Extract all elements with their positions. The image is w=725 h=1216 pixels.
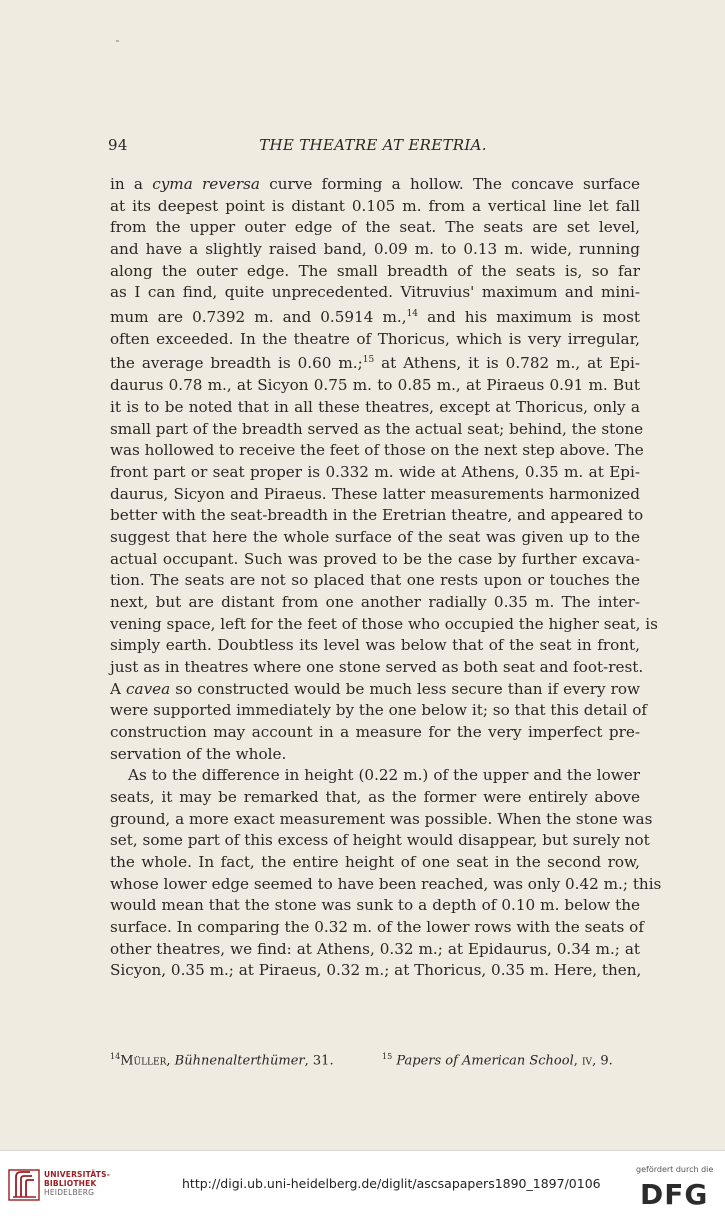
text-line: from the upper outer edge of the seat. The seats are set level, xyxy=(110,218,640,237)
text-line: suggest that here the whole surface of the seat was given up to the xyxy=(110,527,640,546)
text-line: mum are 0.7392 m. and 0.5914 m.,$^{14}$ and his maximum is most xyxy=(110,308,641,327)
text-line: small part of the breadth served as the actual seat; behind, the stone xyxy=(110,419,644,438)
text-line: construction may account in a measure for the very imperfect pre- xyxy=(110,722,640,741)
library-city: HEIDELBERG xyxy=(44,1188,95,1197)
text-line: actual occupant. Such was proved to be the case by further excava- xyxy=(110,549,640,568)
text-line: vening space, left for the feet of those who occupied the higher seat, is xyxy=(110,614,658,633)
text-line: tion. The seats are not so placed that one rests upon or touches the xyxy=(110,571,640,590)
text-line: would mean that the stone was sunk to a depth of 0.10 m. below the xyxy=(110,896,640,915)
text-line: servation of the whole. xyxy=(110,744,287,763)
text-line: daurus, Sicyon and Piraeus. These latter measurements harmonized xyxy=(110,484,640,503)
library-name xyxy=(44,1170,110,1197)
library-name-line1: UNIVERSITÄTS- xyxy=(44,1170,111,1179)
text-line: at its deepest point is distant 0.105 m. from a vertical line let fall xyxy=(110,196,640,215)
text-line: surface. In comparing the 0.32 m. of the lower rows with the seats of xyxy=(110,917,644,936)
funded-by-label: gefördert durch die xyxy=(636,1165,714,1174)
text-line: seats, it may be remarked that, as the former were entirely above xyxy=(110,787,640,806)
text-line: ground, a more exact measurement was possible. When the stone was xyxy=(110,809,653,828)
text-line: set, some part of this excess of height would disappear, but surely not xyxy=(110,831,650,850)
text-line: As to the difference in height (0.22 m.) of the upper and the lower xyxy=(128,766,640,785)
text-line: as I can find, quite unprecedented. Vitruvius' maximum and mini- xyxy=(110,283,640,302)
text-line: other theatres, we find: at Athens, 0.32 m.; at Epidaurus, 0.34 m.; at xyxy=(110,939,640,958)
text-line: A cavea so constructed would be much less secure than if every row xyxy=(110,679,641,698)
body-text xyxy=(110,174,662,982)
dfg-logo-icon xyxy=(638,1178,714,1208)
footnote-14: $^{14}$Müller, Bühnenalterthümer, 31. xyxy=(110,1052,334,1069)
footnote-15: $^{15}$ Papers of American School, iv, 9. xyxy=(382,1052,613,1069)
text-line: in a cyma reversa curve forming a hollow. The concave surface xyxy=(110,175,640,193)
library-name-line2: BIBLIOTHEK xyxy=(44,1179,97,1188)
library-footer-bar xyxy=(0,1150,725,1216)
running-head xyxy=(108,133,638,157)
text-line: along the outer edge. The small breadth of the seats is, so far xyxy=(110,261,640,280)
text-line: the whole. In fact, the entire height of one seat in the second row, xyxy=(110,852,640,871)
text-line: the average breadth is 0.60 m.;$^{15}$ at Athens, it is 0.782 m., at Epi- xyxy=(110,354,641,373)
text-line: and have a slightly raised band, 0.09 m. to 0.13 m. wide, running xyxy=(110,240,640,259)
text-line: was hollowed to receive the feet of those on the next step above. The xyxy=(110,441,644,460)
university-library-logo-icon xyxy=(8,1167,40,1201)
footnotes xyxy=(110,1047,640,1067)
page-number: 94 xyxy=(108,136,128,154)
text-line: whose lower edge seemed to have been reached, was only 0.42 m.; this xyxy=(110,874,662,893)
scan-speck xyxy=(116,40,119,42)
text-line: daurus 0.78 m., at Sicyon 0.75 m. to 0.85 m., at Piraeus 0.91 m. But xyxy=(110,376,640,395)
text-line: next, but are distant from one another radially 0.35 m. The inter- xyxy=(110,592,640,611)
text-line: often exceeded. In the theatre of Thoricus, which is very irregular, xyxy=(110,329,640,348)
source-url-link[interactable]: http://digi.ub.uni-heidelberg.de/diglit/ascsapapers1890_1897/0106 xyxy=(182,1176,601,1191)
dfg-logo-text: DFG xyxy=(640,1178,709,1208)
text-line: simply earth. Doubtless its level was below that of the seat in front, xyxy=(110,636,640,655)
text-line: Sicyon, 0.35 m.; at Piraeus, 0.32 m.; at Thoricus, 0.35 m. Here, then, xyxy=(110,961,642,980)
text-line: were supported immediately by the one below it; so that this detail of xyxy=(110,701,647,720)
text-line: it is to be noted that in all these theatres, except at Thoricus, only a xyxy=(110,397,640,416)
text-line: front part or seat proper is 0.332 m. wide at Athens, 0.35 m. at Epi- xyxy=(110,462,640,481)
text-line: just as in theatres where one stone served as both seat and foot-rest. xyxy=(110,657,644,676)
text-line: better with the seat-breadth in the Eretrian theatre, and appeared to xyxy=(110,506,644,525)
page-title: THE THEATRE AT ERETRIA. xyxy=(259,136,487,154)
